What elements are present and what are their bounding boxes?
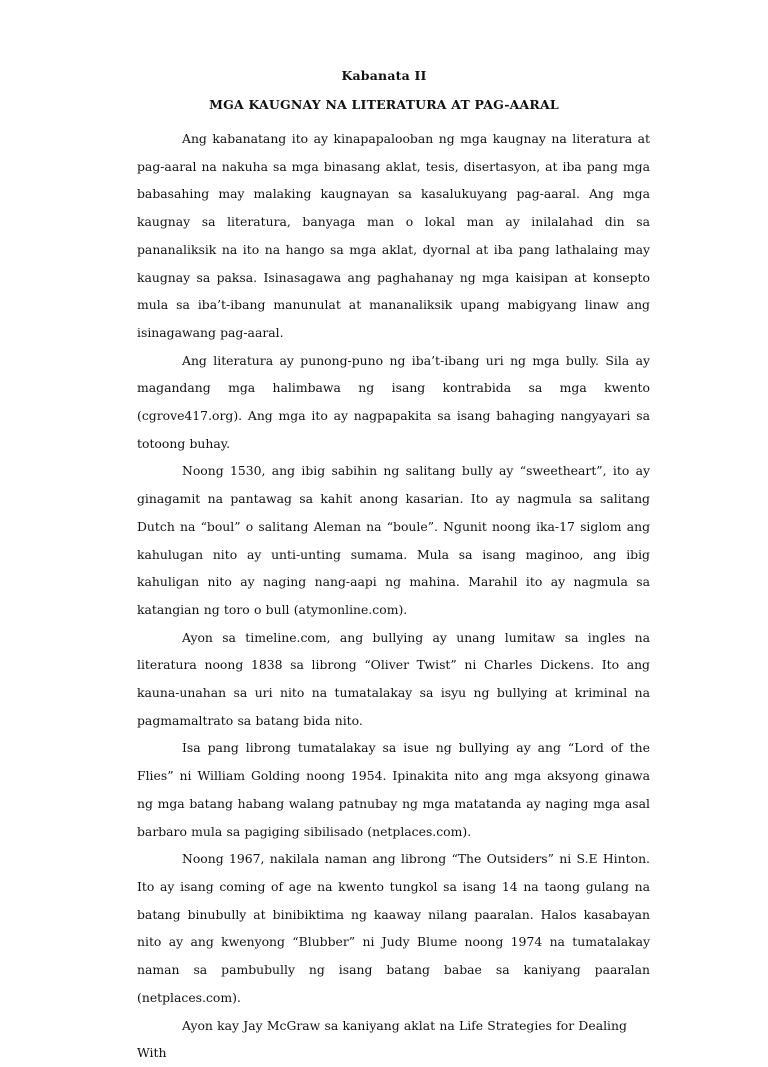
body-text (137, 125, 650, 1067)
paragraph-oliver-twist: Ayon sa timeline.com, ang bullying ay unang lumitaw sa ingles na literatura noong 1838 sa librong “Oliver Twist” ni Charles Dickens. Ito ang kauna-unahan sa uri nito na tumatalakay sa isyu ng bullying at kriminal na pagmamaltrato sa batang bida nito. (137, 629, 650, 728)
paragraph-introduction: Ang kabanatang ito ay kinapapalooban ng mga kaugnay na literatura at pag-aaral na nakuha sa mga binasang aklat, tesis, disertasyon, at iba pang mga babasahing may malaking kaugnayan sa kasalukuyang pag-aaral. Ang mga kaugnay sa literatura, banyaga man o lokal man ay inilalahad din sa pananaliksik na ito na hango sa mga aklat, dyornal at iba pang lathalaing may kaugnay sa paksa. Isinasagawa ang paghahanay ng mga kaisipan at konsepto mula sa iba’t-ibang manunulat at mananaliksik upang mabigyang linaw ang isinagawang pag-aaral. (137, 131, 650, 340)
paragraph-lord-of-the-flies: Isa pang librong tumatalakay sa isue ng bullying ay ang “Lord of the Flies” ni William Golding noong 1954. Ipinakita nito ang mga aksyong ginawa ng mga batang habang walang patnubay ng mga matatanda ay naging mga asal barbaro mula sa pagiging sibilisado (netplaces.com). (137, 740, 650, 839)
paragraph-the-outsiders: Noong 1967, nakilala naman ang librong “The Outsiders” ni S.E Hinton. Ito ay isang coming of age na kwento tungkol sa isang 14 na taong gulang na batang binubully at binibiktima ng kaaway nilang paaralan. Halos kasabayan nito ay ang kwenyong “Blubber” ni Judy Blume noong 1974 na tumatalakay naman sa pambubully ng isang batang babae sa kaniyang paaralan (netplaces.com). (137, 851, 650, 1005)
paragraph-jay-mcgraw: Ayon kay Jay McGraw sa kaniyang aklat na Life Strategies for Dealing With (137, 1017, 627, 1061)
paragraph-word-origin: Noong 1530, ang ibig sabihin ng salitang bully ay “sweetheart”, ito ay ginagamit na pantawag sa kahit anong kasarian. Ito ay nagmula sa salitang Dutch na “boul” o salitang Aleman na “boule”. Ngunit noong ika-17 siglom ang kahulugan nito ay unti-unting sumama. Mula sa isang maginoo, ang ibig kahuligan nito ay naging nang-aapi ng mahina. Marahil ito ay nagmula sa katangian ng toro o bull (atymonline.com). (137, 463, 650, 617)
paragraph-literature-bullies: Ang literatura ay punong-puno ng iba’t-ibang uri ng mga bully. Sila ay magandang mga halimbawa ng isang kontrabida sa mga kwento (cgrove417.org). Ang mga ito ay nagpapakita sa isang bahaging nangyayari sa totoong buhay. (137, 352, 650, 451)
chapter-heading: Kabanata II (341, 68, 427, 83)
chapter-title: MGA KAUGNAY NA LITERATURA AT PAG-AARAL (209, 97, 559, 112)
